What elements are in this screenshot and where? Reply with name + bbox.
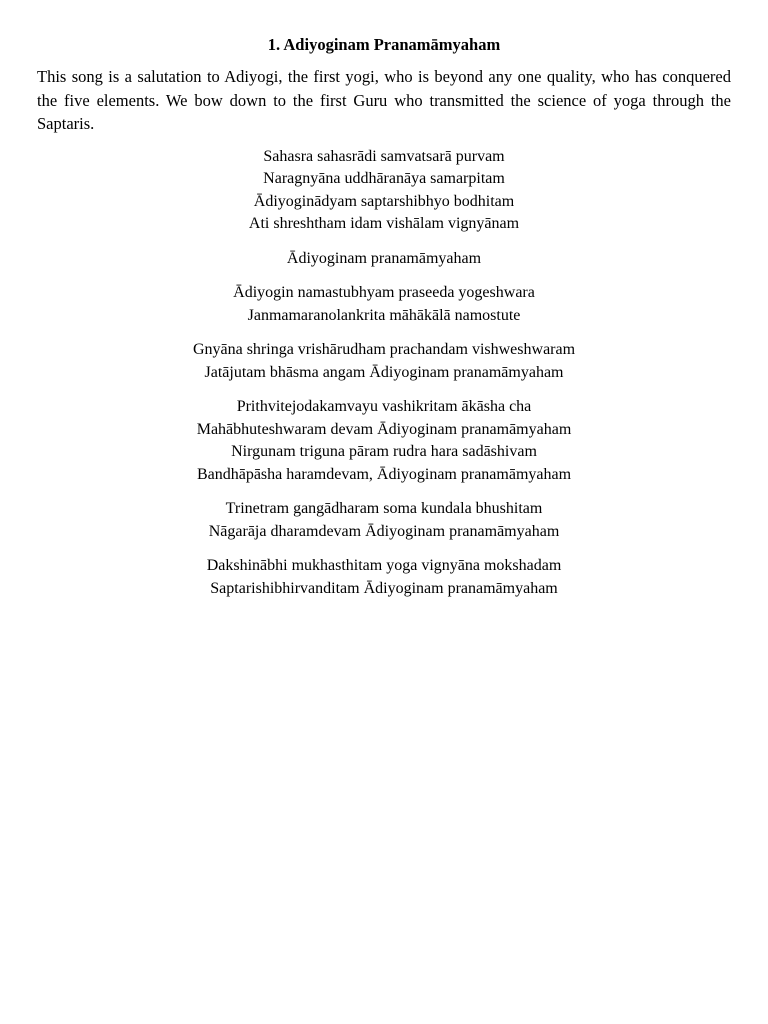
verse-line: Saptarishibhirvanditam Ādiyoginam pranamāmyaham bbox=[210, 579, 558, 597]
verse-line: Prithvitejodakamvayu vashikritam ākāsha cha bbox=[236, 398, 532, 415]
song-title: 1. Adiyoginam Pranamāmyaham bbox=[267, 35, 501, 54]
refrain-line: Ādiyoginam pranamāmyaham bbox=[286, 249, 482, 267]
verse-line: Trinetram gangādharam soma kundala bhushitam bbox=[225, 500, 543, 517]
verse-line: Nirgunam triguna pāram rudra hara sadāshivam bbox=[231, 443, 537, 460]
verse-line: Janmamaranolankrita māhākālā namostute bbox=[247, 306, 521, 324]
stanza-6 bbox=[37, 498, 731, 543]
verse-line: Bandhāpāsha haramdevam, Ādiyoginam pranamāmyaham bbox=[196, 465, 572, 483]
verse-line: Mahābhuteshwaram devam Ādiyoginam pranamāmyaham bbox=[196, 420, 572, 438]
verse-line: Jatājutam bhāsma angam Ādiyoginam pranamāmyaham bbox=[204, 363, 564, 381]
verse-line: Sahasra sahasrādi samvatsarā purvam bbox=[263, 147, 505, 165]
intro-paragraph: This song is a salutation to Adiyogi, the first yogi, who is beyond any one quality, who has conquered the five elements. We bow down to the first Guru who transmitted the science of yoga through the Saptaris. bbox=[37, 67, 731, 133]
verse-line: Naragnyāna uddhāranāya samarpitam bbox=[263, 170, 505, 187]
stanza-7 bbox=[37, 555, 731, 600]
verse-line: Ati shreshtham idam vishālam vignyānam bbox=[248, 215, 520, 232]
verse-line: Gnyāna shringa vrishārudham prachandam vishweshwaram bbox=[192, 341, 576, 358]
stanza-1 bbox=[37, 146, 731, 236]
stanza-3 bbox=[37, 282, 731, 327]
document-page bbox=[37, 34, 731, 612]
stanza-4 bbox=[37, 339, 731, 384]
stanza-2 bbox=[37, 248, 731, 271]
verse-line: Dakshinābhi mukhasthitam yoga vignyāna mokshadam bbox=[206, 557, 562, 574]
verse-line: Ādiyoginādyam saptarshibhyo bodhitam bbox=[253, 192, 515, 210]
stanza-5 bbox=[37, 396, 731, 486]
verse-line: Nāgarāja dharamdevam Ādiyoginam pranamāmyaham bbox=[208, 522, 560, 540]
verse-line: Ādiyogin namastubhyam praseeda yogeshwara bbox=[233, 284, 535, 301]
